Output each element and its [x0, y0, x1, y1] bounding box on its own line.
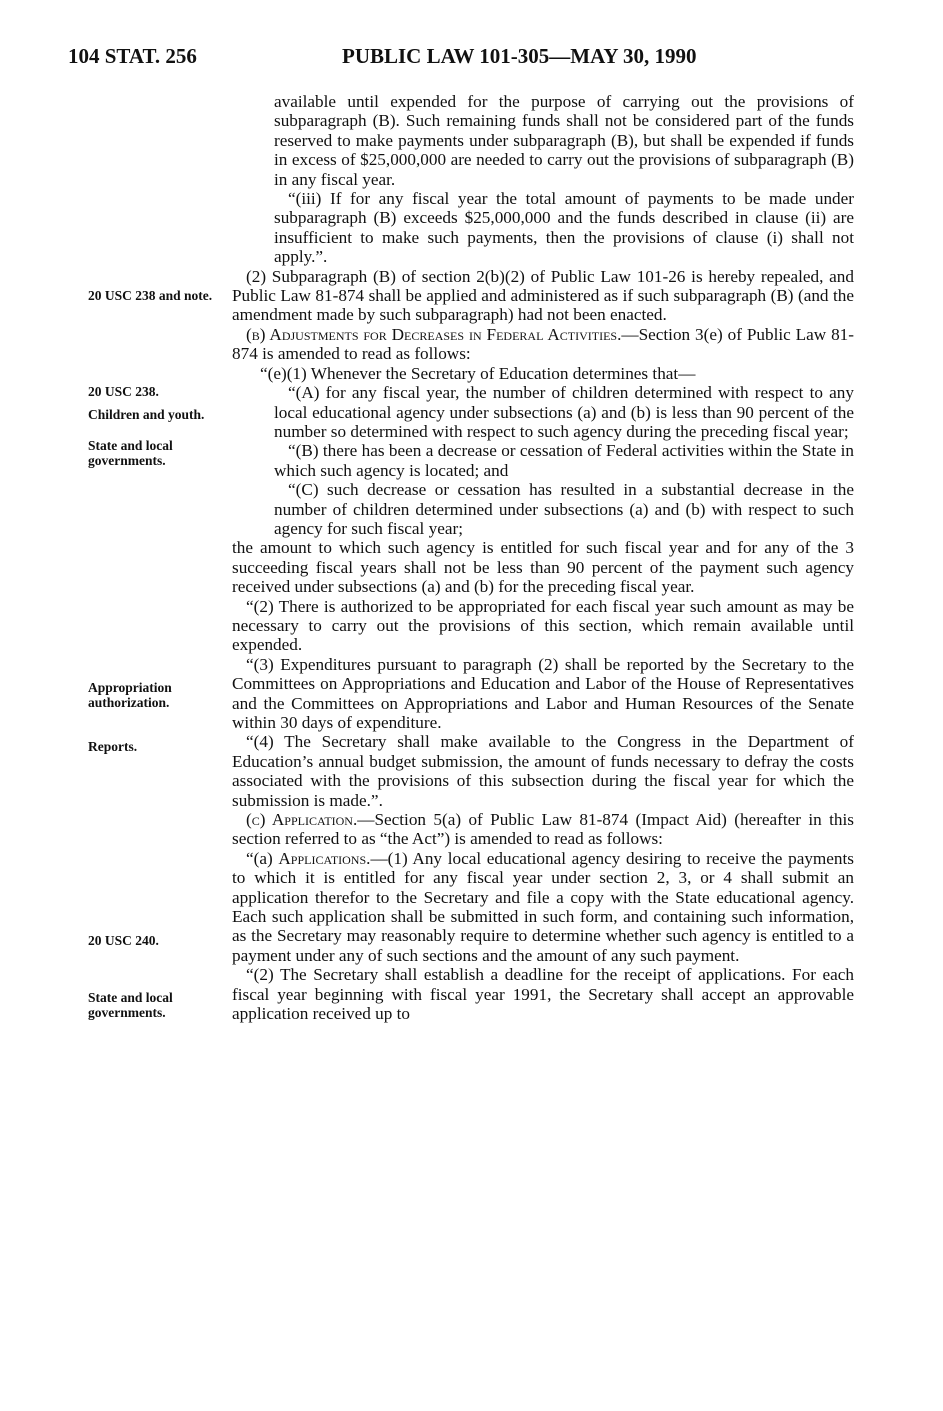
paragraph: (2) Subparagraph (B) of section 2(b)(2) of Public Law 101-26 is hereby repealed, and Public Law 81-874 shall be applied and administered as if such subparagraph (B) (and the amendment made by such subparagraph) had not been enacted. [232, 266, 854, 325]
section-heading: (c) Application. [246, 810, 358, 830]
paragraph: “(2) The Secretary shall establish a deadline for the receipt of applications. For each fiscal year beginning with fiscal year 1991, the Secretary shall accept an approvable application received up to [232, 965, 854, 1024]
paragraph: the amount to which such agency is entitled for such fiscal year and for any of the 3 succeeding fiscal years shall not be less than 90 percent of the payment such agency received under subsections (a) and (b) for the preceding fiscal year. [232, 538, 854, 597]
paragraph: (c) Application.—Section 5(a) of Public Law 81-874 (Impact Aid) (hereafter in this section referred to as “the Act”) is amended to read as follows: [232, 810, 854, 849]
page-header [68, 44, 868, 74]
margin-note: Appropriation authorization. [88, 680, 172, 710]
margin-note: State and local governments. [88, 990, 173, 1020]
paragraph: “(4) The Secretary shall make available to the Congress in the Department of Education’s annual budget submission, the amount of funds necessary to defray the costs associated with the provisions of this subsection during the fiscal year for which the submission is made.”. [232, 732, 854, 810]
paragraph: “(e)(1) Whenever the Secretary of Education determines that— [260, 363, 696, 383]
margin-note: 20 USC 238. [88, 384, 159, 399]
margin-note: Reports. [88, 739, 138, 754]
paragraph: “(C) such decrease or cessation has resulted in a substantial decrease in the number of children determined under subsections (a) and (b) with respect to such agency for such fiscal year; [274, 480, 854, 538]
paragraph: “(a) Applications.—(1) Any local educational agency desiring to receive the payments to which it is entitled for any fiscal year under section 2, 3, or 4 shall submit an application therefor to the Secretary and file a copy with the State educational agency. Each such application shall be submitted in such form, and containing such information, as the Secretary may reasonably require to determine whether such agency is entitled to a payment under any of such sections and the amount of any such payment. [232, 848, 854, 965]
margin-note: State and local governments. [88, 438, 173, 468]
running-title: PUBLIC LAW 101-305—MAY 30, 1990 [342, 44, 697, 68]
paragraph: “(B) there has been a decrease or cessation of Federal activities within the State in which such agency is located; and [274, 441, 854, 480]
paragraph: (b) Adjustments for Decreases in Federal Activities.—Section 3(e) of Public Law 81-874 is amended to read as follows: [232, 324, 854, 364]
section-heading: Applications. [278, 848, 371, 868]
page-folio: 104 STAT. 256 [68, 44, 197, 68]
section-heading: (b) Adjustments for Decreases in Federal Activities. [246, 324, 622, 344]
paragraph: “(2) There is authorized to be appropriated for each fiscal year such amount as may be necessary to carry out the provisions of this section, which remain available until expended. [232, 596, 854, 655]
margin-note: Children and youth. [88, 407, 205, 422]
paragraph: “(A) for any fiscal year, the number of children determined with respect to any local educational agency under subsections (a) and (b) is less than 90 percent of the number so determined with respect to such agency during the preceding fiscal year; [274, 383, 854, 441]
margin-note: 20 USC 240. [88, 933, 159, 948]
body-text [232, 92, 854, 1024]
margin-note: 20 USC 238 and note. [88, 288, 213, 303]
paragraph: “(3) Expenditures pursuant to paragraph (2) shall be reported by the Secretary to the Committees on Appropriations and Education and Labor of the House of Representatives and the Committees on Appropriations and Labor and Human Resources of the Senate within 30 days of expenditure. [232, 654, 854, 732]
paragraph: available until expended for the purpose of carrying out the provisions of subparagraph (B). Such remaining funds shall not be considered part of the funds reserved to make payments under subparagraph (B), but shall be expended if funds in excess of $25,000,000 are needed to carry out the provisions of subparagraph (B) in any fiscal year. [274, 92, 854, 189]
paragraph: “(iii) If for any fiscal year the total amount of payments to be made under subparagraph (B) exceeds $25,000,000 and the funds described in clause (ii) are insufficient to make such payments, then the provisions of clause (i) shall not apply.”. [274, 189, 854, 267]
